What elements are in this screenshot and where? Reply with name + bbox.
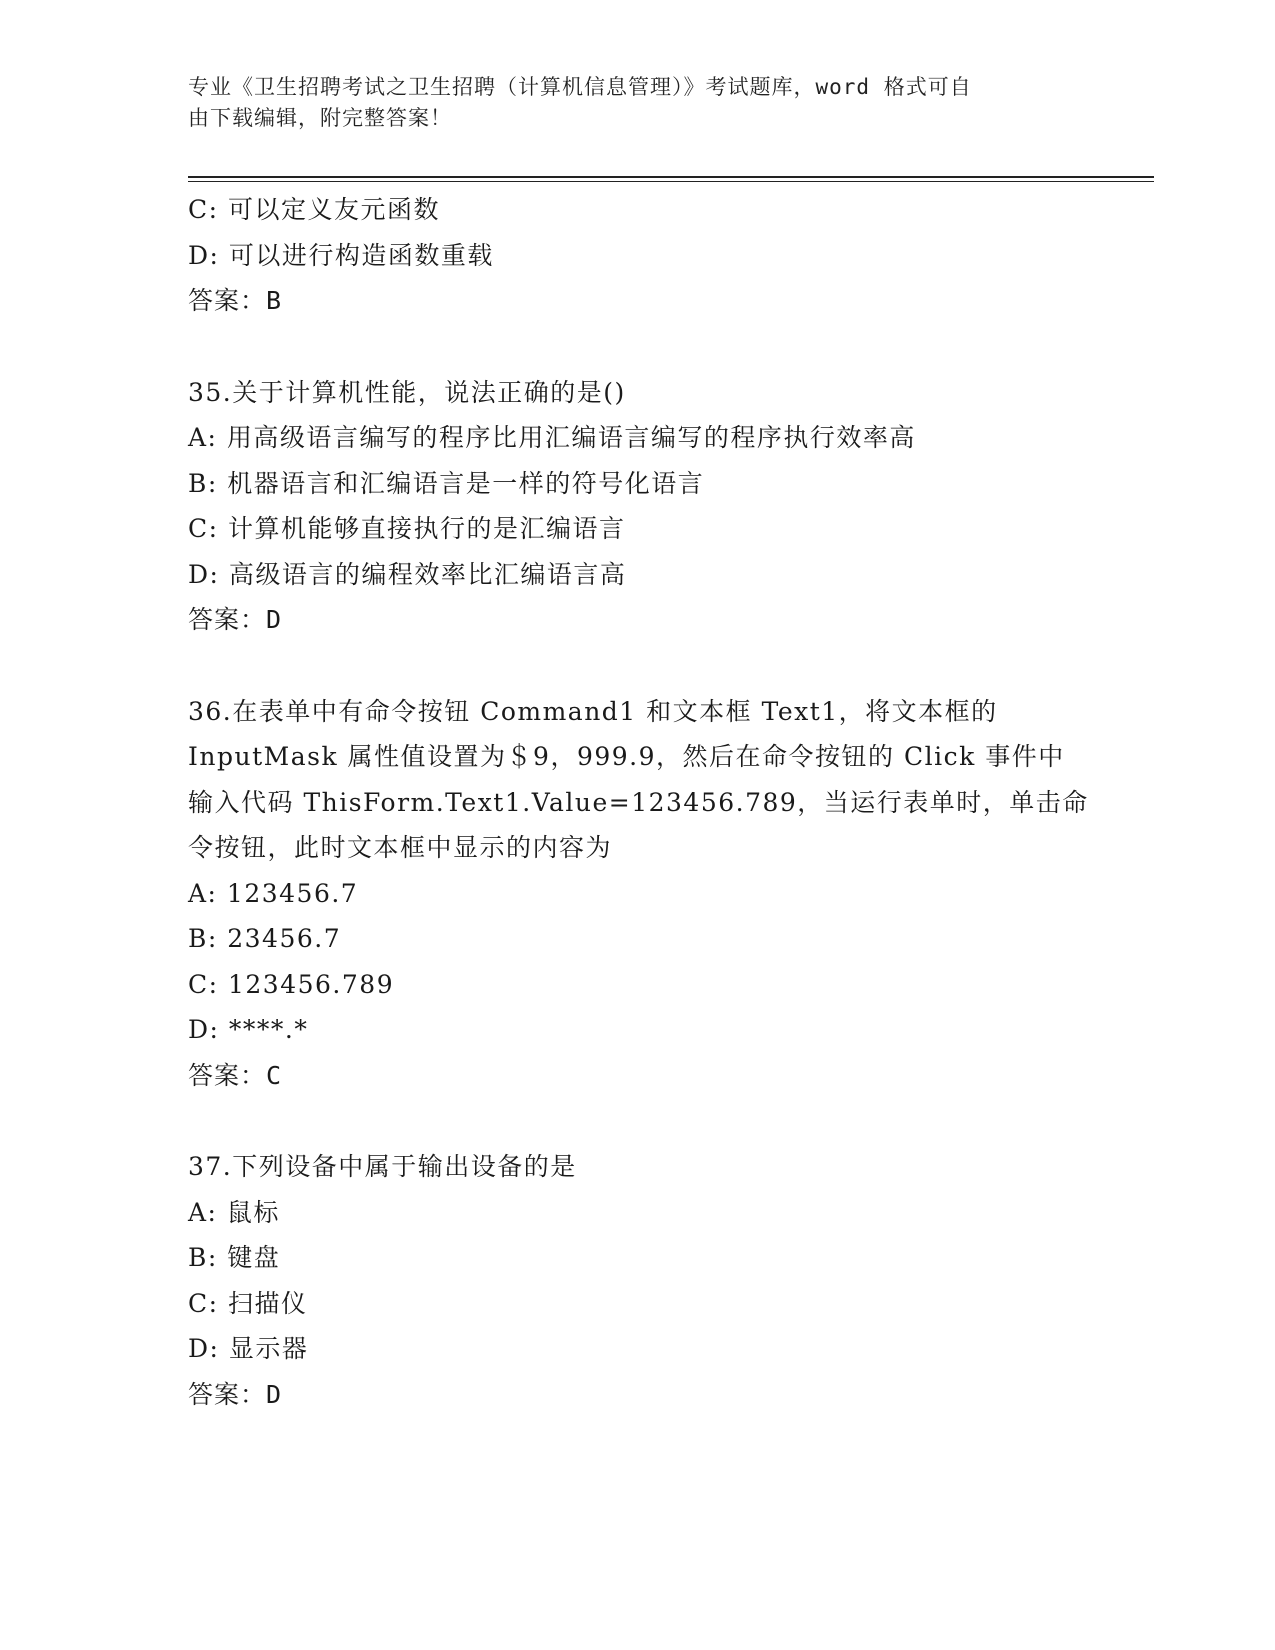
- question-stem: 35.关于计算机性能，说法正确的是(): [188, 377, 626, 407]
- option-d: D: 高级语言的编程效率比汇编语言高: [188, 559, 627, 589]
- question-stem: 37.下列设备中属于输出设备的是: [188, 1152, 577, 1181]
- question-stem-line-3: 输入代码 ThisForm.Text1.Value=123456.789，当运行表单时，单击命: [188, 787, 1089, 817]
- option-a: A: 123456.7: [188, 878, 359, 908]
- header-rule-thick: [188, 176, 1154, 178]
- header-line-1: 专业《卫生招聘考试之卫生招聘（计算机信息管理）》考试题库，word 格式可自: [188, 75, 972, 99]
- answer-label: 答案：D: [188, 605, 283, 634]
- spacer: [188, 324, 1088, 370]
- option-d: D: ****.*: [188, 1015, 309, 1044]
- option-b: B: 键盘: [188, 1243, 281, 1272]
- option-a: A: 鼠标: [188, 1197, 280, 1227]
- question-block-34: [188, 187, 1088, 324]
- option-b: B: 机器语言和汇编语言是一样的符号化语言: [188, 468, 705, 498]
- question-stem-line-1: 36.在表单中有命令按钮 Command1 和文本框 Text1，将文本框的: [188, 696, 998, 726]
- answer-label: 答案：C: [188, 1060, 283, 1090]
- answer-label: 答案：B: [188, 286, 283, 315]
- option-c: C: 计算机能够直接执行的是汇编语言: [188, 514, 626, 543]
- question-block-36: [188, 689, 1088, 1099]
- option-b: B: 23456.7: [188, 924, 342, 953]
- option-c: C: 123456.789: [188, 969, 395, 999]
- document-header: [188, 72, 1068, 134]
- answer-label: 答案：D: [188, 1379, 283, 1409]
- option-d: D: 可以进行构造函数重载: [188, 240, 494, 270]
- question-block-35: [188, 370, 1088, 643]
- spacer: [188, 643, 1088, 689]
- question-stem-line-4: 令按钮，此时文本框中显示的内容为: [188, 833, 613, 862]
- question-stem-line-2: InputMask 属性值设置为＄9，999.9，然后在命令按钮的 Click 事件中: [188, 742, 1065, 771]
- spacer: [188, 1098, 1088, 1144]
- header-rule-thin: [188, 181, 1154, 182]
- option-c: C: 可以定义友元函数: [188, 195, 440, 224]
- question-content: [188, 187, 1088, 1417]
- option-d: D: 显示器: [188, 1334, 309, 1363]
- option-a: A: 用高级语言编写的程序比用汇编语言编写的程序执行效率高: [188, 423, 916, 452]
- question-block-37: [188, 1144, 1088, 1417]
- header-line-2: 由下载编辑，附完整答案！: [188, 106, 452, 130]
- option-c: C: 扫描仪: [188, 1288, 308, 1318]
